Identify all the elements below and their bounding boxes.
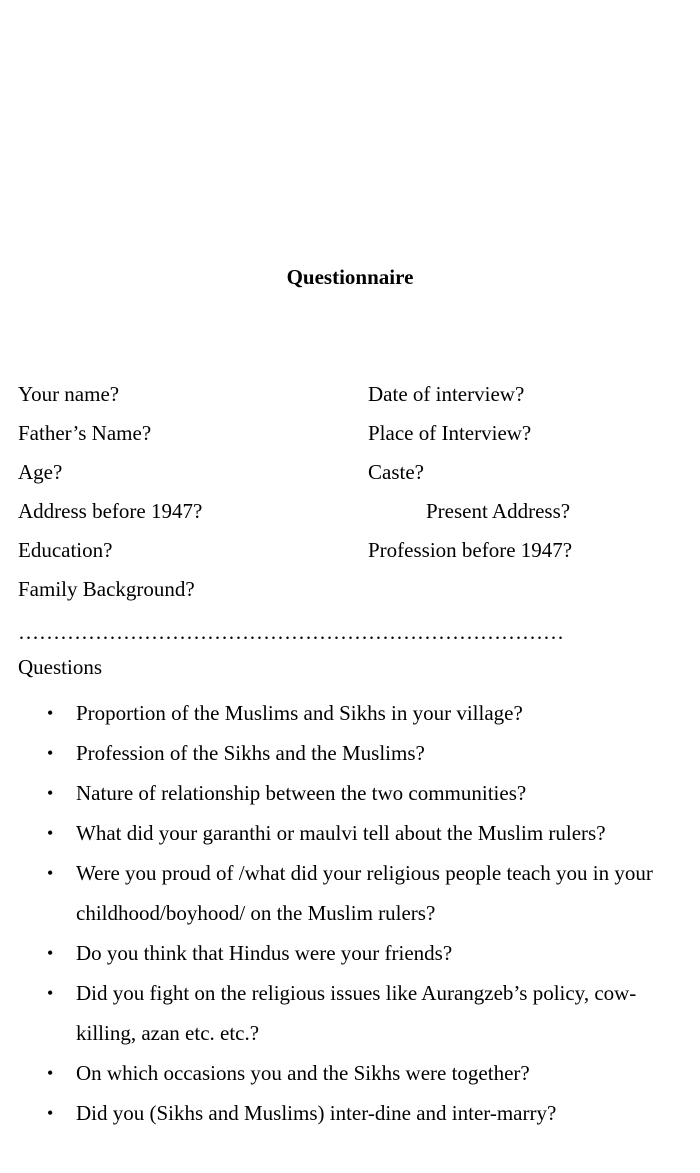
bullet-icon: • xyxy=(47,1063,54,1083)
list-item xyxy=(0,733,700,773)
list-item xyxy=(0,973,700,1053)
question-text: Were you proud of /what did your religious people teach you in your childhood/boyhood/ on the Muslim rulers? xyxy=(76,861,653,925)
list-item xyxy=(0,933,700,973)
list-item xyxy=(0,1053,700,1093)
field-family-background: Family Background? xyxy=(18,577,195,601)
bullet-icon: • xyxy=(47,823,54,843)
list-item xyxy=(0,1093,700,1133)
list-item xyxy=(0,773,700,813)
field-address-before-1947: Address before 1947? xyxy=(18,499,203,523)
field-fathers-name: Father’s Name? xyxy=(18,421,152,445)
field-caste: Caste? xyxy=(368,460,424,484)
bullet-icon: • xyxy=(47,703,54,723)
question-text: Do you think that Hindus were your friends? xyxy=(76,941,453,965)
bullet-icon: • xyxy=(47,783,54,803)
field-your-name: Your name? xyxy=(18,382,120,406)
questions-list xyxy=(0,693,700,1133)
question-text: Profession of the Sikhs and the Muslims? xyxy=(76,741,425,765)
field-date-of-interview: Date of interview? xyxy=(368,382,525,406)
question-text: Did you (Sikhs and Muslims) inter-dine and inter-marry? xyxy=(76,1101,557,1125)
list-item xyxy=(0,853,700,933)
list-item xyxy=(0,813,700,853)
bullet-icon: • xyxy=(47,943,54,963)
question-text: Nature of relationship between the two communities? xyxy=(76,781,527,805)
page-title: Questionnaire xyxy=(286,265,414,289)
question-text: On which occasions you and the Sikhs were together? xyxy=(76,1061,530,1085)
bullet-icon: • xyxy=(47,1103,54,1123)
list-item xyxy=(0,693,700,733)
question-text: Did you fight on the religious issues like Aurangzeb’s policy, cow-killing, azan etc. etc.? xyxy=(76,981,637,1045)
bullet-icon: • xyxy=(47,743,54,763)
field-place-of-interview: Place of Interview? xyxy=(368,421,532,445)
question-text: Proportion of the Muslims and Sikhs in your village? xyxy=(76,701,523,725)
bullet-icon: • xyxy=(47,863,54,883)
question-text: What did your garanthi or maulvi tell about the Muslim rulers? xyxy=(76,821,606,845)
bullet-icon: • xyxy=(47,983,54,1003)
questions-heading: Questions xyxy=(18,655,102,679)
field-profession-before-1947: Profession before 1947? xyxy=(368,538,573,562)
field-education: Education? xyxy=(18,538,113,562)
dotted-separator: …………………………………………………………………… xyxy=(18,620,564,644)
field-age: Age? xyxy=(18,460,63,484)
field-present-address: Present Address? xyxy=(426,499,571,523)
